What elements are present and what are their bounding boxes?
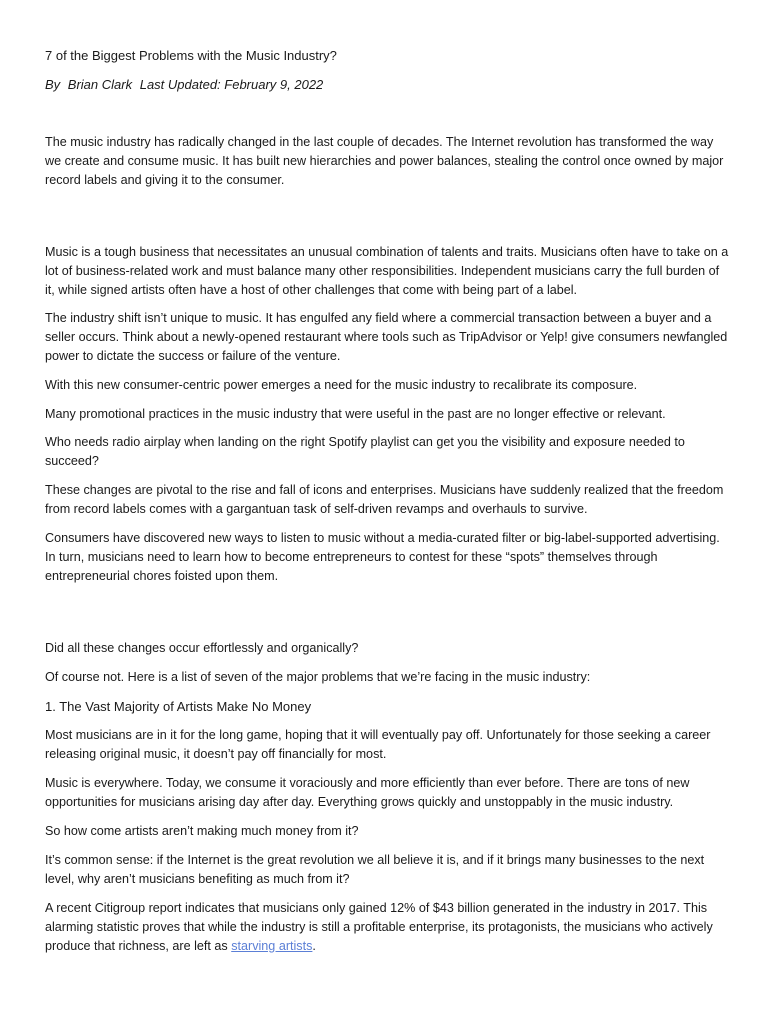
paragraph: So how come artists aren’t making much money from it? [45, 824, 359, 838]
paragraph: The industry shift isn’t unique to music. It has engulfed any field where a commercial transaction between a buyer and a seller occurs. Think about a newly-opened restaurant where tools such as TripAdvisor or Yelp! give consumers newfangled power to dictate the success or failure of the venture. [45, 311, 728, 363]
paragraph-text-end: . [312, 939, 316, 953]
paragraph: These changes are pivotal to the rise and fall of icons and enterprises. Musicians have suddenly realized that the freedom from record labels comes with a gargantuan task of self-driven revamps and overhauls to survive. [45, 483, 724, 516]
byline [45, 76, 323, 94]
paragraph: With this new consumer-centric power emerges a need for the music industry to recalibrate its composure. [45, 378, 638, 392]
paragraph: Music is everywhere. Today, we consume it voraciously and more efficiently than ever before. There are tons of new opportunities for musicians arising day after day. Everything grows quickly and unstoppably in the music industry. [45, 776, 690, 809]
paragraph-intro: The music industry has radically changed in the last couple of decades. The Internet revolution has transformed the way we create and consume music. It has built new hierarchies and power balances, stealing the control once owned by major record labels and giving it to the consumer. [45, 135, 724, 187]
byline-by: By [45, 77, 61, 92]
paragraph: Consumers have discovered new ways to listen to music without a media-curated filter or big-label-supported advertising. In turn, musicians need to learn how to become entrepreneurs to contest for these “spots” themselves through entrepreneurial chores foisted upon them. [45, 531, 720, 583]
paragraph: Of course not. Here is a list of seven of the major problems that we’re facing in the music industry: [45, 670, 591, 684]
paragraph: Music is a tough business that necessitates an unusual combination of talents and traits. Musicians often have to take on a lot of business-related work and must balance many other responsibilities. Independent musicians carry the full burden of it, while signed artists often have a host of other challenges that come with being part of a label. [45, 245, 729, 297]
article-title: 7 of the Biggest Problems with the Music Industry? [45, 48, 337, 63]
section-heading: 1. The Vast Majority of Artists Make No Money [45, 699, 312, 714]
starving-artists-link[interactable]: starving artists [231, 939, 313, 953]
paragraph: Did all these changes occur effortlessly and organically? [45, 641, 359, 655]
paragraph: Who needs radio airplay when landing on the right Spotify playlist can get you the visibility and exposure needed to succeed? [45, 435, 685, 468]
paragraph: Most musicians are in it for the long game, hoping that it will eventually pay off. Unfortunately for those seeking a career releasing original music, it doesn’t pay off financially for most. [45, 728, 711, 761]
paragraph-citigroup [45, 899, 729, 956]
paragraph: Many promotional practices in the music industry that were useful in the past are no longer effective or relevant. [45, 407, 666, 421]
paragraph: It’s common sense: if the Internet is the great revolution we all believe it is, and if it brings many businesses to the next level, why aren’t musicians benefiting as much from it? [45, 853, 705, 886]
byline-updated: Last Updated: February 9, 2022 [139, 77, 324, 92]
paragraph-text: A recent Citigroup report indicates that musicians only gained 12% of $43 billion generated in the industry in 2017. This alarming statistic proves that while the industry is still a profitable enterprise, its protagonists, the musicians who actively produce that richness, are left as [45, 901, 713, 953]
byline-author: Brian Clark [67, 77, 133, 92]
